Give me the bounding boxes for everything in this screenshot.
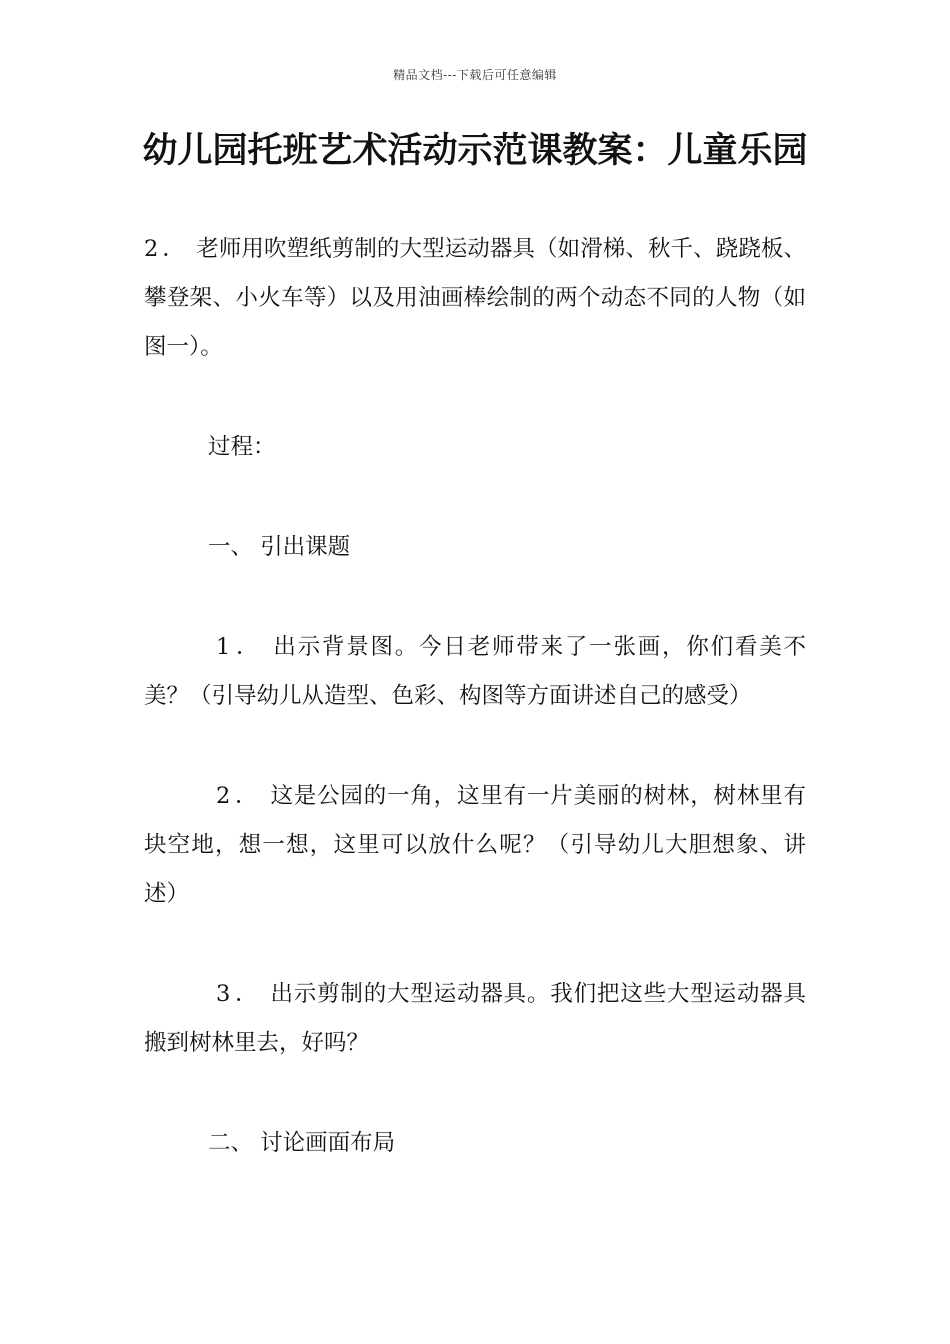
paragraph-text: 出示剪制的大型运动器具。我们把这些大型运动器具搬到树林里去，好吗？ [144, 981, 806, 1056]
paragraph-step-1 [144, 623, 806, 721]
paragraph-number: 2． [144, 236, 189, 262]
paragraph-number: 3． [216, 981, 263, 1007]
section-heading-discuss-layout [144, 1119, 806, 1168]
section-heading-introduce-topic [144, 523, 806, 572]
paragraph-number: 二、 [208, 1130, 254, 1156]
paragraph-text: 老师用吹塑纸剪制的大型运动器具（如滑梯、秋千、跷跷板、攀登架、小火车等）以及用油画棒绘制的两个动态不同的人物（如图一）。 [144, 236, 806, 360]
paragraph-materials [144, 225, 806, 372]
paragraph-number: 1． [216, 634, 265, 660]
paragraph-number: 一、 [208, 534, 254, 560]
paragraph-text: 出示背景图。今日老师带来了一张画，你们看美不美？（引导幼儿从造型、色彩、构图等方面讲述自己的感受） [144, 634, 806, 709]
paragraph-step-3 [144, 970, 806, 1068]
document-title: 幼儿园托班艺术活动示范课教案：儿童乐园 [142, 131, 808, 171]
paragraph-text: 讨论画面布局 [253, 1130, 396, 1156]
paragraph-process-heading [144, 423, 806, 472]
paragraph-number: 2． [216, 783, 263, 809]
paragraph-text: 过程： [208, 434, 276, 460]
document-body [144, 225, 806, 1168]
paragraph-text: 引出课题 [253, 534, 351, 560]
paragraph-text: 这是公园的一角，这里有一片美丽的树林，树林里有块空地，想一想，这里可以放什么呢？（引导幼儿大胆想象、讲述） [144, 783, 806, 907]
header-note: 精品文档---下载后可任意编辑 [393, 68, 557, 82]
paragraph-step-2 [144, 772, 806, 919]
